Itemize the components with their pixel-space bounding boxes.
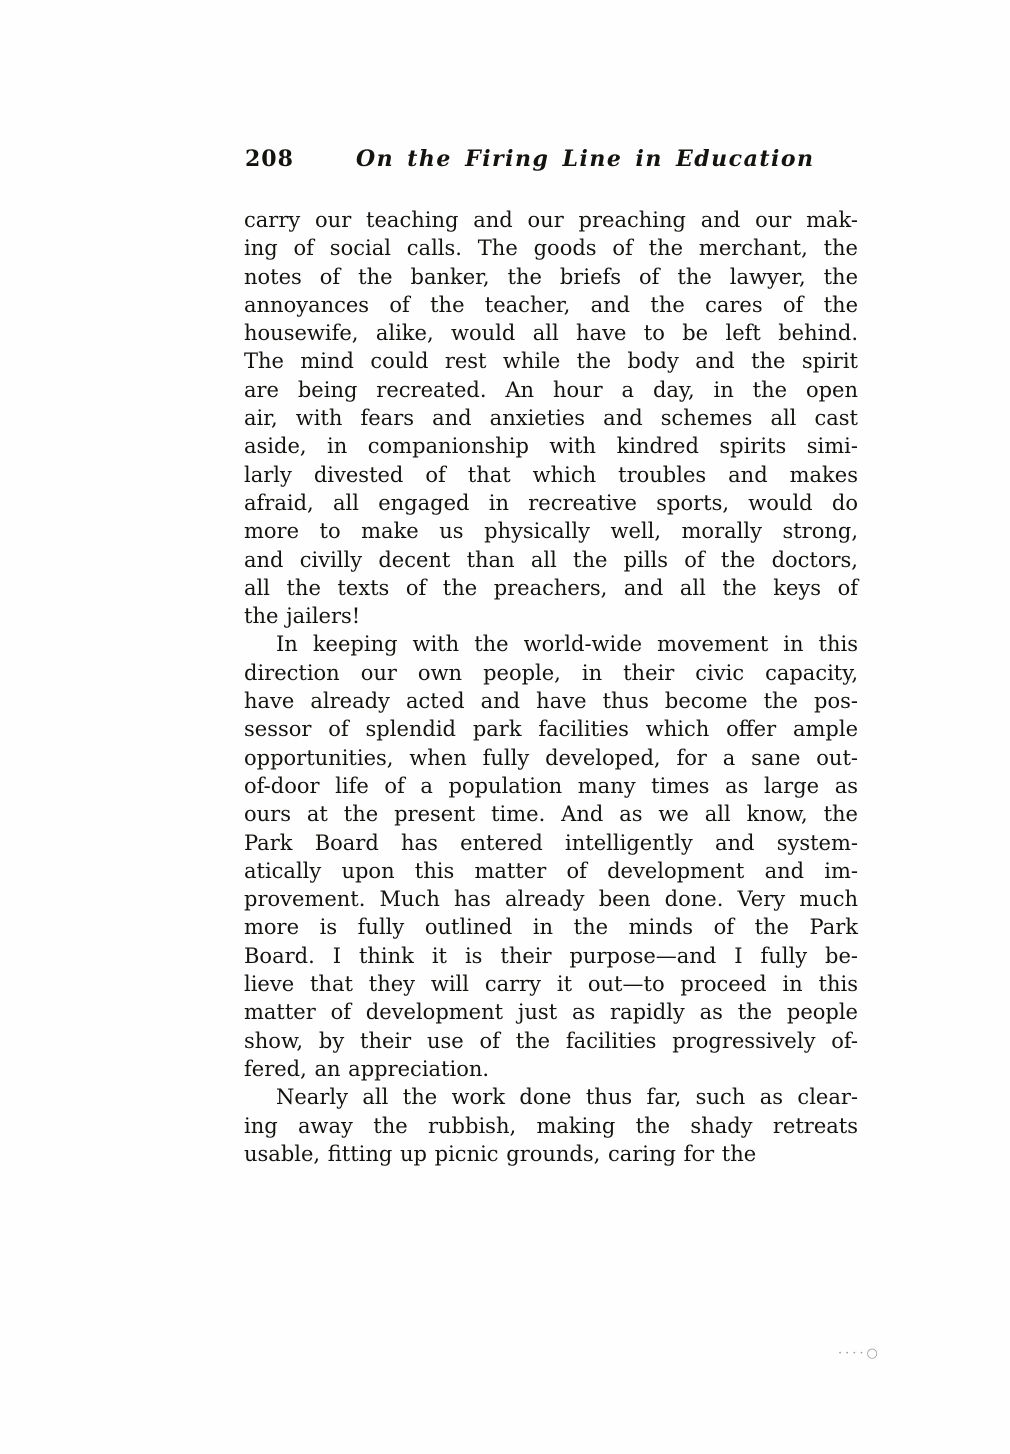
text-line: annoyances of the teacher, and the cares of the <box>244 292 858 317</box>
paragraph <box>244 206 858 630</box>
text-line: notes of the banker, the briefs of the lawyer, the <box>244 264 858 289</box>
text-line: provement. Much has already been done. Very much <box>244 887 858 912</box>
text-line: matter of development just as rapidly as the people <box>244 1000 858 1025</box>
text-line: atically upon this matter of development and im- <box>244 858 858 883</box>
text-line: and civilly decent than all the pills of the doctors, <box>244 547 858 572</box>
text-line: ing away the rubbish, making the shady retreats <box>244 1113 858 1138</box>
paragraph <box>244 1083 858 1168</box>
text-line: all the texts of the preachers, and all the keys of <box>244 575 858 600</box>
text-line: are being recreated. An hour a day, in the open <box>244 377 858 402</box>
text-line: larly divested of that which troubles and makes <box>244 462 858 487</box>
running-header: On the Firing Line in Education <box>355 146 815 172</box>
paragraph <box>244 630 858 1083</box>
text-line: In keeping with the world-wide movement in this <box>276 632 858 657</box>
text-line: fered, an appreciation. <box>244 1056 490 1081</box>
text-line: The mind could rest while the body and the spirit <box>244 349 858 374</box>
text-line: housewife, alike, would all have to be left behind. <box>244 321 858 346</box>
text-line: aside, in companionship with kindred spirits simi- <box>244 434 858 459</box>
text-line: sessor of splendid park facilities which offer ample <box>244 717 858 742</box>
text-line: ours at the present time. And as we all know, the <box>244 802 858 827</box>
text-line: Park Board has entered intelligently and system- <box>244 830 858 855</box>
text-line: carry our teaching and our preaching and our mak- <box>244 208 858 232</box>
text-line: lieve that they will carry it out—to proceed in this <box>244 972 858 997</box>
text-line: afraid, all engaged in recreative sports, would do <box>244 490 858 515</box>
text-line: Board. I think it is their purpose—and I fully be- <box>244 943 858 968</box>
text-line: have already acted and have thus become the pos- <box>244 689 858 714</box>
text-line: opportunities, when fully developed, for a sane out- <box>244 745 858 770</box>
page-header <box>245 146 859 172</box>
text-line: Nearly all the work done thus far, such as clear- <box>276 1085 858 1110</box>
page-body <box>244 206 858 1168</box>
scan-artifact: ····○ <box>838 1346 881 1361</box>
text-line: direction our own people, in their civic capacity, <box>244 660 858 685</box>
text-line: air, with fears and anxieties and schemes all cast <box>244 406 858 431</box>
text-line: more is fully outlined in the minds of the Park <box>244 915 858 940</box>
text-line: the jailers! <box>244 604 361 629</box>
text-line: show, by their use of the facilities progressively of- <box>244 1028 858 1053</box>
text-line: ing of social calls. The goods of the merchant, the <box>244 236 858 261</box>
text-line: more to make us physically well, morally strong, <box>244 519 858 544</box>
text-line: usable, fitting up picnic grounds, caring for the <box>244 1141 757 1166</box>
text-line: of-door life of a population many times as large as <box>244 773 858 798</box>
page-number: 208 <box>245 146 294 172</box>
